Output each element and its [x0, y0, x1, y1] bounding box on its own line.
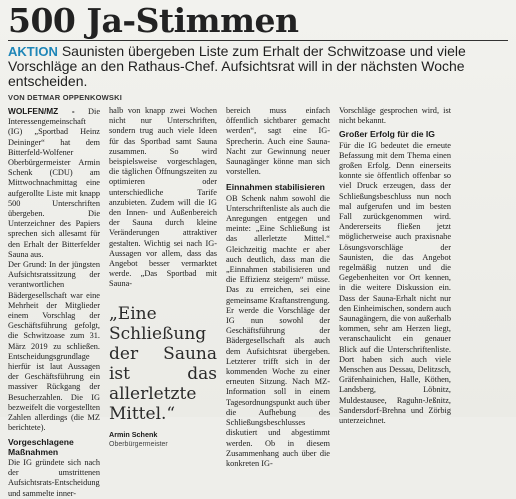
paragraph: Die IG gründete sich nach der umstrittenen Aufsichtsrats-Entscheidung und sammelte inner- [8, 457, 100, 498]
dateline: WOLFEN/MZ - [8, 106, 75, 116]
subheadline: Saunisten übergeben Liste zum Erhalt der Schwitzoase und viele Vorschläge an den Rathaus-Chef. Aufsichtsrat will in der nächsten Woche entscheiden. [8, 43, 466, 89]
column-2 [109, 106, 217, 450]
column-1 [8, 106, 100, 499]
paragraph: Für die IG bedeutet die erneute Befassung mit dem Thema einen großen Erfolg. Denn einerseits konnte sie öffentlich offenbar so viel Druck erzeugen, dass der Schließungsbeschluss nun noch mal aufgerufen und im besten Fall zurückgenommen wird. Andererseits fließen jetzt möglicherweise auch praxisnahe Lösungsvorschläge der Saunisten, die das Angebot regelmäßig nutzen und die Gegebenheiten vor Ort kennen, in die weitere Diskussion ein. Dass der Sauna-Erhalt nicht nur den Einheimischen, sondern auch Saunagängern, die von außerhalb kommen, sehr am Herzen liegt, veranschaulicht ein genauer Blick auf die Unterschriftenliste. Dort haben sich auch viele Menschen aus Dessau, Delitzsch, Gräfenhainichen, Halle, Köthen, Landsberg, Löbnitz, Muldestausee, Raguhn-Jeßnitz, Sandersdorf-Brehna und Zörbig unterzeichnet. [339, 140, 451, 426]
subheading: Großer Erfolg für die IG [339, 129, 435, 140]
paragraph-text: Die Interessengemeinschaft (IG) „Sportbad Heinz Deininger“ hat dem Bitterfeld-Wolfener Oberbürgermeister Armin Schenk (CDU) am Mittwochnachmittag eine aufgerollte Liste mit knapp 500 Unterschriften übergeben. Die Unterzeichner des Papiers sprechen sich allesamt für den Erhalt der Bitterfelder Sauna aus. [8, 107, 100, 259]
headline: 500 Ja-Stimmen [8, 1, 299, 40]
column-3 [226, 106, 330, 469]
pull-quote: „Eine Schließung der Sauna ist das allerletzte Mittel.“ [109, 303, 217, 424]
subheadline-block [8, 44, 508, 89]
subheading: Vorgeschlagene Maßnahmen [8, 436, 74, 457]
quote-author: Armin Schenk [109, 429, 158, 439]
quote-author-role: Oberbürgermeister [109, 440, 168, 448]
article-columns [8, 106, 508, 499]
paragraph: Er werde die Vorschläge der IG nun sowohl der Geschäftsführung der Bädergesellschaft als auch dem Aufsichtsrat übergeben. Letzterer trifft sich in der kommenden Woche zu einer erneuten Sitzung. Nach MZ-Information soll in einem Tagesordnungspunkt auch über die Aufhebung des Schließungsbeschlusses diskutiert und abgestimmt werden. Ob in diesem Zusammenhang auch über die konkreten IG- [226, 305, 330, 468]
headline-rule [8, 40, 508, 41]
subheading: Einnahmen stabilisieren [226, 182, 325, 193]
paragraph [8, 106, 100, 260]
paragraph: Der Grund: In der jüngsten Aufsichtsratssitzung der verantwortlichen Bädergesellschaft war eine Mehrheit der Mitglieder einem Vorschlag der Geschäftsführung gefolgt, die Schwitzoase zum 31. März 2019 zu schließen. Entscheidungsgrundlage hierfür ist laut Aussagen der Geschäftsführung ein massiver Rückgang der Besucherzahlen. Die IG bezweifelt die vorgestellten Zahlen allerdings (die MZ berichtete). [8, 260, 100, 433]
paragraph: bereich muss einfach öffentlich sichtbarer gemacht werden“, sagt eine IG-Sprecherin. Auch eine Sauna-Nacht zur Gewinnung neuer Saunagänger könne man sich vorstellen. [226, 106, 330, 177]
paragraph: Vorschläge gesprochen wird, ist nicht bekannt. [339, 106, 451, 126]
paragraph: OB Schenk nahm sowohl die Unterschriftenliste als auch die Anregungen entgegen und meinte: „Eine Schließung ist das allerletzte Mittel.“ Gleichzeitig machte er aber auch deutlich, dass man die „Einnahmen stabilisieren und die Effizienz steigern“ müsse. Das zu erreichen, sei eine gemeinsame Kraftanstrengung. [226, 193, 330, 305]
byline: VON DETMAR OPPENKOWSKI [8, 93, 122, 102]
paragraph: halb von knapp zwei Wochen nicht nur Unterschriften, sondern trug auch viele Ideen für das Sportbad samt Sauna zusammen. So wird beispielsweise vorgeschlagen, die täglichen Öffnungszeiten zu optimieren oder unterschiedliche Tarife anzubieten. Zudem will die IG den Innen- und Außenbereich der Sauna durch kleine Veränderungen attraktiver gestalten. Wichtig sei nach IG-Aussagen vor allem, dass das Angebot besser vermarktet werde. „Das Sportbad mit Sauna- [109, 106, 217, 289]
kicker: AKTION [8, 44, 58, 59]
column-4 [339, 106, 451, 426]
